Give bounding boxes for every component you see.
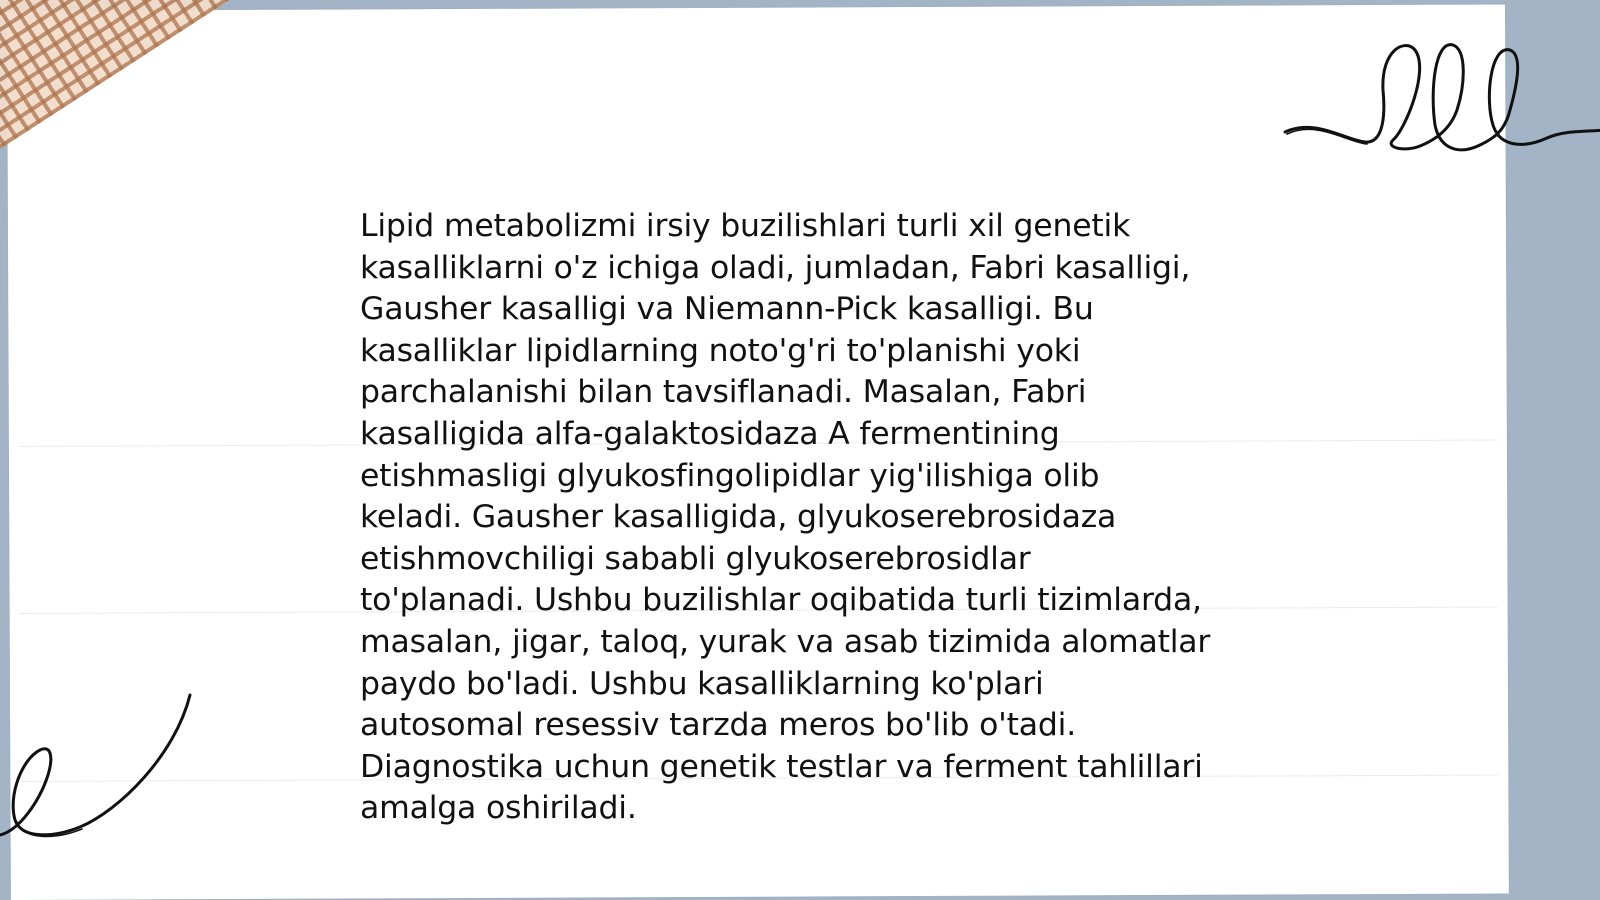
swirl-scribble-icon [0,695,200,855]
loop-scribble-icon [1285,30,1600,170]
body-paragraph: Lipid metabolizmi irsiy buzilishlari turli xil genetik kasalliklarni o'z ichiga oladi, jumladan, Fabri kasalligi, Gausher kasalligi va Niemann-Pick kasalligi. Bu kasalliklar lipidlarning noto'g'ri to'planishi yoki parchalanishi bilan tavsiflanadi. Masalan, Fabri kasalligida alfa-galaktosidaza A fermentining etishmasligi glyukosfingolipidlar yig'ilishiga olib keladi. Gausher kasalligida, glyukoserebrosidaza etishmovchiligi sababli glyukoserebrosidlar to'planadi. Ushbu buzilishlar oqibatida turli tizimlarda, masalan, jigar, taloq, yurak va asab tizimida alomatlar paydo bo'ladi. Ushbu kasalliklarning ko'plari autosomal resessiv tarzda meros bo'lib o'tadi. Diagnostika uchun genetik testlar va ferment tahlillari amalga oshiriladi. [360,208,1211,827]
